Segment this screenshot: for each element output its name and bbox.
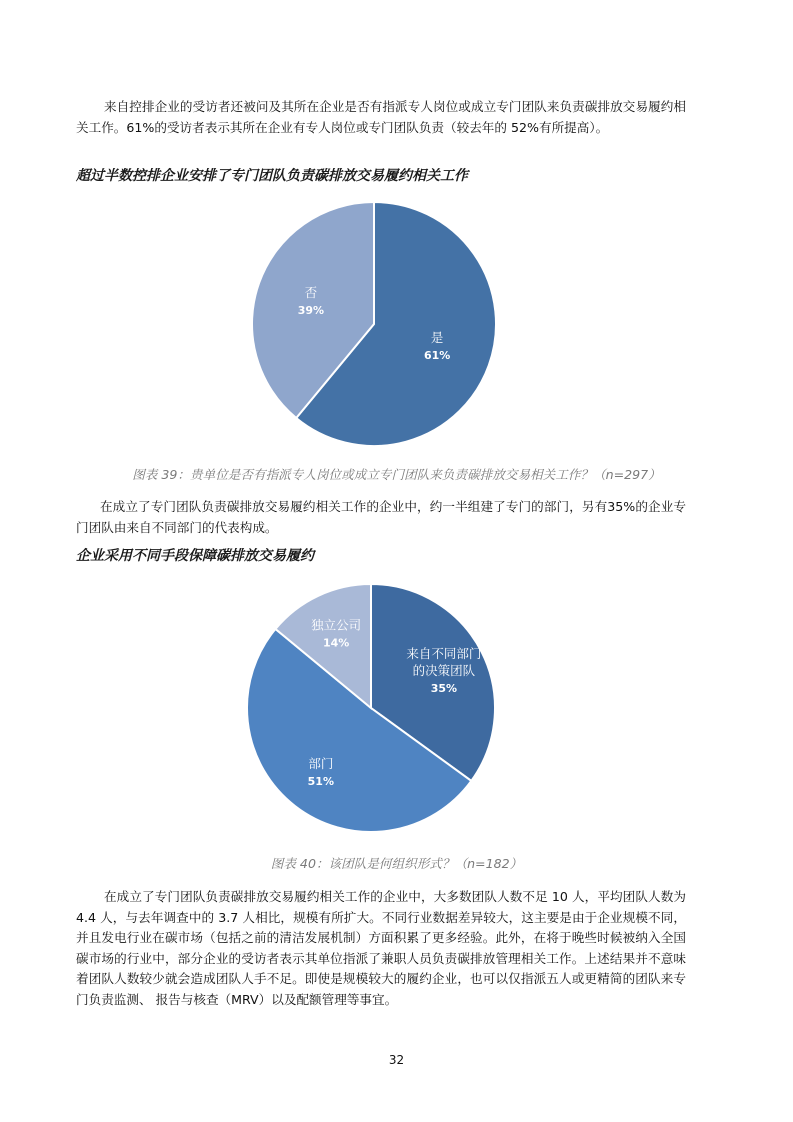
- section-heading-compliance-means: 企业采用不同手段保障碳排放交易履约: [76, 548, 314, 564]
- pie2-slice-2-value: 14%: [322, 636, 350, 650]
- pie1-slice-1-value: 39%: [297, 303, 325, 317]
- pie-chart-dedicated-team: [250, 200, 498, 448]
- pie1-slice-1-label: 否: [304, 284, 318, 300]
- pie2-slice-0-value: 35%: [430, 681, 458, 695]
- pie-chart-team-form: [245, 582, 497, 834]
- figure-caption-40: 图表 40：该团队是何组织形式？（n=182）: [270, 856, 523, 871]
- team-size-paragraph: 在成立了专门团队负责碳排放交易履约相关工作的企业中，大多数团队人数不足 10 人，平均团队人数为 4.4 人，与去年调查中的 3.7 人相比，规模有所扩大。不同行业数据差异较大，这主要是由于企业规模不同，并且发电行业在碳市场（包括之前的清洁发展机制）方面积累了更多经验。此外，在将于晚些时候被纳入全国碳市场的行业中，部分企业的受访者表示其单位指派了兼职人员负责碳排放管理相关工作。上述结果并不意味着团队人数较少就会造成团队人手不足。即使是规模较大的履约企业，也可以仅指派五人或更精简的团队来专门负责监测、 报告与核查（MRV）以及配额管理等事宜。: [76, 889, 686, 1007]
- pie1-slice-0-value: 61%: [423, 349, 451, 363]
- pie2-slice-1-label: 部门: [308, 756, 334, 772]
- pie2-slice-2-label: 独立公司: [311, 617, 362, 633]
- pie2-slice-0-label: 来自不同部门: [406, 645, 482, 661]
- page-number: 32: [388, 1053, 405, 1067]
- pie2-slice-1-value: 51%: [307, 775, 335, 789]
- team-structure-paragraph: 在成立了专门团队负责碳排放交易履约相关工作的企业中，约一半组建了专门的部门，另有35%的企业专门团队由来自不同部门的代表构成。: [76, 499, 686, 535]
- section-heading-dedicated-team: 超过半数控排企业安排了专门团队负责碳排放交易履约相关工作: [76, 168, 468, 184]
- pie2-slice-0-label: 的决策团队: [412, 662, 476, 678]
- intro-paragraph: 来自控排企业的受访者还被问及其所在企业是否有指派专人岗位或成立专门团队来负责碳排放交易履约相关工作。61%的受访者表示其所在企业有专人岗位或专门团队负责（较去年的 52%有所提高）。: [76, 99, 686, 135]
- figure-caption-39: 图表 39：贵单位是否有指派专人岗位或成立专门团队来负责碳排放交易相关工作？（n=297）: [132, 467, 661, 482]
- pie1-slice-0-label: 是: [430, 330, 444, 346]
